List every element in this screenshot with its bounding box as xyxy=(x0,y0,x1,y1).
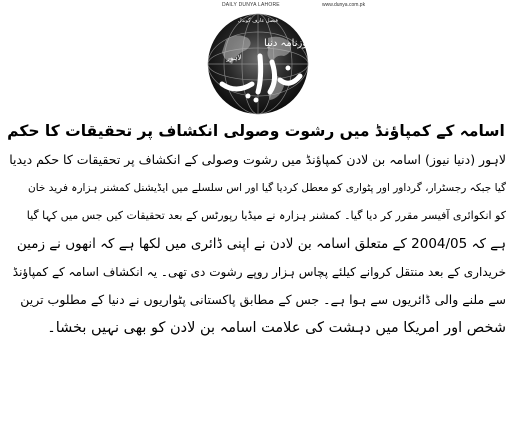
masthead-tagline: فیصل عارف گوندل xyxy=(238,18,278,24)
masthead-name: روزنامہ دنیا xyxy=(263,38,313,49)
website-label: www.dunya.com.pk xyxy=(322,2,366,8)
article-body xyxy=(8,146,506,342)
article-line: گیا جبکہ رجسٹرار، گرداور اور پٹواری کو معطل کردیا گیا اور اس سلسلے میں ایڈیشنل کمشنر ہزارہ فرید خان xyxy=(27,182,506,194)
article-line: خریداری کے بعد منتقل کروانے کیلئے پچاس ہزار روپے رشوت دی تھی۔ یہ انکشاف اسامہ کے کمپاؤنڈ xyxy=(12,265,506,279)
masthead-city: لاہور xyxy=(226,54,242,62)
article-headline: اسامہ کے کمپاؤنڈ میں رشوت وصولی انکشاف پر تحقیقات کا حکم xyxy=(7,122,505,140)
article-line: کو انکوائری آفیسر مقرر کر دیا گیا۔ کمشنر ہزارہ نے میڈیا رپورٹس کے بعد تحقیقات کیں جس میں کہا گیا xyxy=(26,209,506,222)
globe-logo-icon xyxy=(176,10,341,118)
newspaper-masthead xyxy=(176,10,341,118)
source-label: DAILY DUNYA LAHORE xyxy=(222,2,280,8)
article-line: سے ملنے والی ڈائریوں سے ہوا ہے۔ جس کے مطابق پاکستانی پٹواریوں نے دنیا کے مطلوب ترین xyxy=(20,292,506,307)
article-line: ہے کہ 2004/05 کے متعلق اسامہ بن لادن نے اپنی ڈائری میں لکھا ہے کہ انھوں نے زمین xyxy=(16,236,506,252)
article-line: لاہور (دنیا نیوز) اسامہ بن لادن کمپاؤنڈ میں رشوت وصولی کے انکشاف پر تحقیقات کا حکم دیدیا xyxy=(9,152,506,167)
article-line: شخص اور امریکا میں دہشت کی علامت اسامہ بن لادن کو بھی نہیں بخشا۔ xyxy=(47,320,506,336)
